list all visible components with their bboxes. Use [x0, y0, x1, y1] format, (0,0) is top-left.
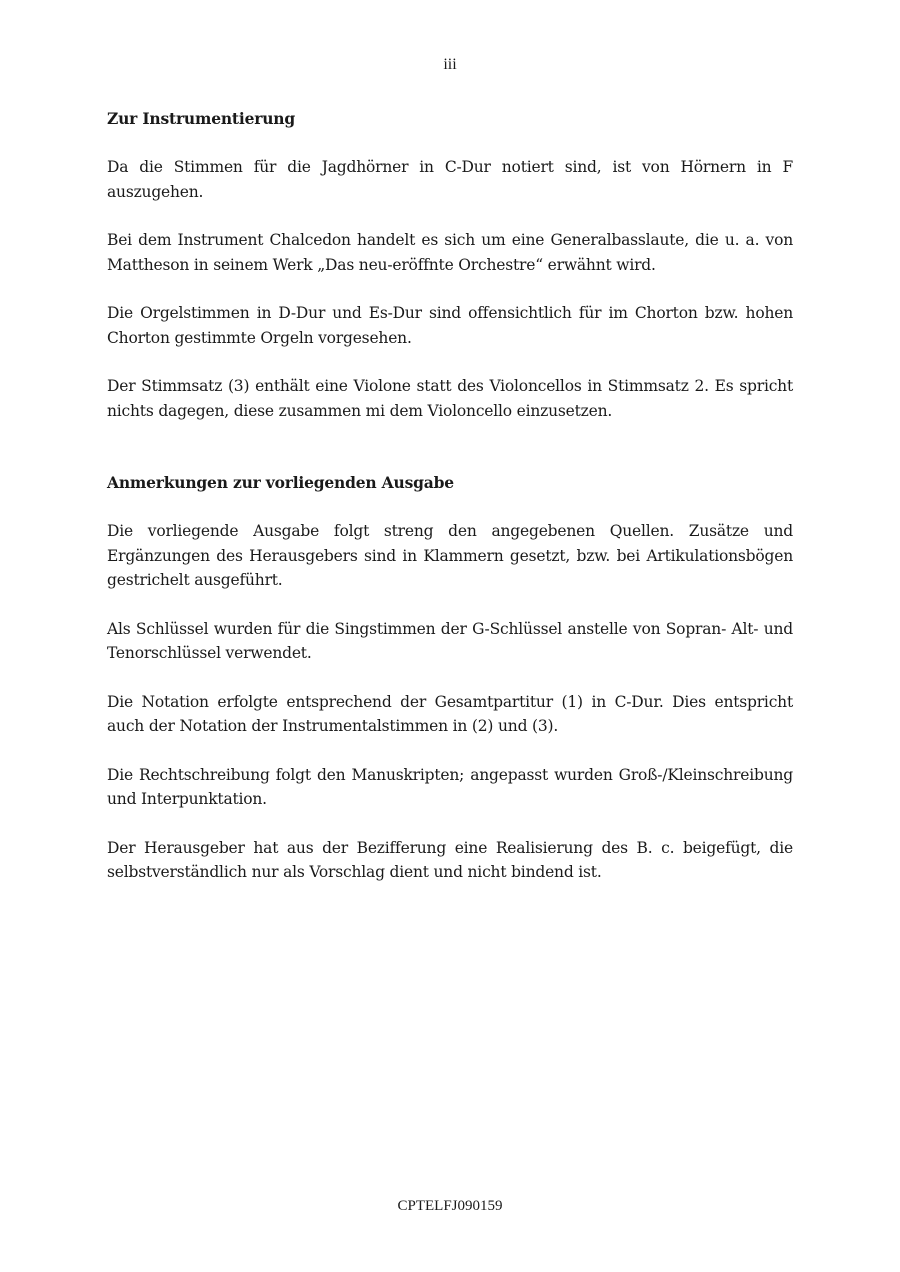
page-number: iii — [443, 56, 457, 73]
paragraph: Der Herausgeber hat aus der Bezifferung eine Realisierung des B. c. beigefügt, die selbstverständlich nur als Vorschlag dient und nicht bindend ist. — [107, 838, 793, 881]
document-body — [107, 107, 793, 885]
paragraph: Die Notation erfolgte entsprechend der Gesamtpartitur (1) in C-Dur. Dies entspricht auch der Notation der Instrumentalstimmen in (2) und (3). — [107, 692, 793, 735]
paragraph: Da die Stimmen für die Jagdhörner in C-Dur notiert sind, ist von Hörnern in F auszugehen. — [107, 158, 793, 201]
paragraph: Die Orgelstimmen in D-Dur und Es-Dur sind offensichtlich für im Chorton bzw. hohen Chorton gestimmte Orgeln vorgesehen. — [107, 304, 793, 347]
paragraph: Bei dem Instrument Chalcedon handelt es sich um eine Generalbasslaute, die u. a. von Mattheson in seinem Werk „Das neu-eröffnte Orchestre“ erwähnt wird. — [107, 231, 793, 274]
paragraph: Als Schlüssel wurden für die Singstimmen der G-Schlüssel anstelle von Sopran- Alt- und Tenorschlüssel verwendet. — [107, 619, 793, 662]
paragraph: Die vorliegende Ausgabe folgt streng den angegebenen Quellen. Zusätze und Ergänzungen des Herausgebers sind in Klammern gesetzt, bzw. bei Artikulationsbögen gestrichelt ausgeführt. — [107, 522, 793, 589]
paragraph: Der Stimmsatz (3) enthält eine Violone statt des Violoncellos in Stimmsatz 2. Es spricht nichts dagegen, diese zusammen mi dem Violoncello einzusetzen. — [107, 377, 793, 420]
paragraph: Die Rechtschreibung folgt den Manuskripten; angepasst wurden Groß-/Kleinschreibung und Interpunktation. — [107, 765, 793, 808]
section-instrumentation — [107, 107, 793, 423]
footer-code: CPTELFJ090159 — [397, 1198, 503, 1214]
section-heading: Zur Instrumentierung — [107, 109, 295, 128]
section-heading: Anmerkungen zur vorliegenden Ausgabe — [107, 473, 454, 492]
section-edition-notes — [107, 471, 793, 885]
